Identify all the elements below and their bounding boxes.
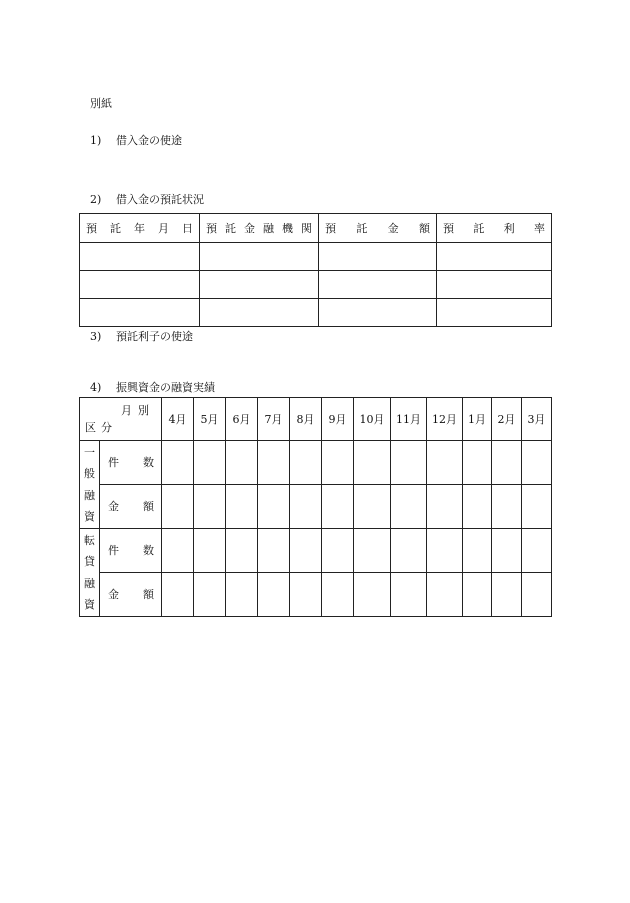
table-cell[interactable] <box>162 529 194 573</box>
table-cell[interactable] <box>290 485 322 529</box>
table-cell[interactable] <box>194 485 226 529</box>
deposit-header-amount <box>319 222 436 235</box>
table-cell[interactable] <box>80 243 200 271</box>
deposit-status-table <box>79 213 552 327</box>
section-2-number: 2) <box>90 193 102 206</box>
table-cell[interactable] <box>354 485 391 529</box>
month-header: 8月 <box>290 398 322 441</box>
label-char: 機 <box>282 221 293 235</box>
table-cell[interactable] <box>322 529 354 573</box>
month-header: 4月 <box>162 398 194 441</box>
label-char: 金 <box>108 588 119 601</box>
month-header: 10月 <box>354 398 391 441</box>
label-char: 託 <box>356 221 368 235</box>
table-cell[interactable] <box>226 529 258 573</box>
table-cell[interactable] <box>427 529 463 573</box>
table-cell[interactable] <box>258 573 290 617</box>
table-row <box>80 441 552 485</box>
table-cell[interactable] <box>492 573 522 617</box>
label-char: 額 <box>143 500 154 513</box>
table-cell[interactable] <box>437 243 552 271</box>
table-cell[interactable] <box>162 485 194 529</box>
table-row <box>80 573 552 617</box>
section-4-heading <box>90 381 215 395</box>
label-char: 日 <box>182 221 193 235</box>
item-cell <box>100 485 162 529</box>
table-cell[interactable] <box>322 441 354 485</box>
item-count-label <box>100 456 154 469</box>
table-cell[interactable] <box>492 485 522 529</box>
item-cell <box>100 441 162 485</box>
table-cell[interactable] <box>319 271 437 299</box>
item-cell <box>100 529 162 573</box>
table-cell[interactable] <box>194 441 226 485</box>
corner-bottom-label: 区分 <box>85 421 117 434</box>
table-cell[interactable] <box>258 485 290 529</box>
section-1-heading <box>90 134 182 148</box>
loan-results-table <box>79 397 552 617</box>
table-cell[interactable] <box>463 573 492 617</box>
item-count-label <box>100 544 154 557</box>
category-general-label <box>80 446 99 524</box>
table-cell[interactable] <box>354 441 391 485</box>
label-char: 金 <box>387 221 399 235</box>
label-char: 融 <box>84 488 95 502</box>
table-cell[interactable] <box>522 573 552 617</box>
table-cell[interactable] <box>290 573 322 617</box>
category-subloan-cell <box>80 529 100 617</box>
table-cell[interactable] <box>200 243 319 271</box>
label-char: 数 <box>143 456 154 469</box>
table-cell[interactable] <box>194 529 226 573</box>
month-header: 1月 <box>463 398 492 441</box>
deposit-header-cell <box>437 214 552 243</box>
month-header: 5月 <box>194 398 226 441</box>
table-row <box>80 529 552 573</box>
label-char: 関 <box>301 221 312 235</box>
table-cell[interactable] <box>463 485 492 529</box>
table-cell[interactable] <box>290 441 322 485</box>
item-amount-label <box>100 588 154 601</box>
table-cell[interactable] <box>522 529 552 573</box>
label-char: 年 <box>134 221 145 235</box>
table-cell[interactable] <box>522 485 552 529</box>
table-cell[interactable] <box>162 441 194 485</box>
month-header: 12月 <box>427 398 463 441</box>
section-2-label: 借入金の預託状況 <box>116 193 204 206</box>
table-cell[interactable] <box>391 529 427 573</box>
table-cell[interactable] <box>258 529 290 573</box>
table-cell[interactable] <box>391 485 427 529</box>
deposit-header-cell <box>80 214 200 243</box>
label-char: 月 <box>158 221 169 235</box>
label-char: 託 <box>110 221 121 235</box>
corner-top-label: 月別 <box>121 404 155 417</box>
corner-header-cell <box>80 398 162 441</box>
table-cell[interactable] <box>258 441 290 485</box>
deposit-header-row <box>80 214 552 243</box>
label-char: 託 <box>225 221 236 235</box>
table-cell[interactable] <box>322 485 354 529</box>
table-cell[interactable] <box>522 441 552 485</box>
label-char: 金 <box>108 500 119 513</box>
section-3-number: 3) <box>90 330 102 343</box>
label-char: 託 <box>473 221 485 235</box>
table-cell[interactable] <box>226 485 258 529</box>
label-char: 利 <box>503 221 515 235</box>
table-cell[interactable] <box>162 573 194 617</box>
label-char: 預 <box>325 221 336 235</box>
table-cell[interactable] <box>437 271 552 299</box>
table-cell[interactable] <box>391 573 427 617</box>
section-3-label: 預託利子の使途 <box>116 330 193 343</box>
month-header: 3月 <box>522 398 552 441</box>
table-cell[interactable] <box>200 271 319 299</box>
deposit-header-rate <box>437 222 551 235</box>
label-char: 一 <box>84 445 95 459</box>
table-cell[interactable] <box>437 299 552 327</box>
table-cell[interactable] <box>319 299 437 327</box>
table-cell[interactable] <box>322 573 354 617</box>
label-char: 数 <box>143 544 154 557</box>
section-1-number: 1) <box>90 134 102 147</box>
label-char: 般 <box>84 467 95 481</box>
table-cell[interactable] <box>354 573 391 617</box>
table-cell[interactable] <box>427 573 463 617</box>
item-cell <box>100 573 162 617</box>
table-cell[interactable] <box>226 573 258 617</box>
section-4-number: 4) <box>90 381 102 394</box>
label-char: 件 <box>108 456 119 469</box>
table-cell[interactable] <box>492 529 522 573</box>
category-general-cell <box>80 441 100 529</box>
category-subloan-label <box>80 534 99 612</box>
label-char: 率 <box>533 221 545 235</box>
table-cell[interactable] <box>200 299 319 327</box>
table-cell[interactable] <box>319 243 437 271</box>
section-4-label: 振興資金の融資実績 <box>116 381 215 394</box>
section-2-heading <box>90 193 204 207</box>
page-title: 別紙 <box>90 97 112 110</box>
table-cell[interactable] <box>427 441 463 485</box>
deposit-header-date <box>80 222 199 235</box>
deposit-header-cell <box>200 214 319 243</box>
month-header: 2月 <box>492 398 522 441</box>
label-char: 件 <box>108 544 119 557</box>
table-cell[interactable] <box>80 271 200 299</box>
label-char: 資 <box>84 510 95 524</box>
section-1-label: 借入金の使途 <box>116 134 182 147</box>
table-cell[interactable] <box>492 441 522 485</box>
table-cell[interactable] <box>290 529 322 573</box>
label-char: 資 <box>84 598 95 612</box>
item-amount-label <box>100 500 154 513</box>
table-row <box>80 243 552 271</box>
label-char: 融 <box>263 221 274 235</box>
deposit-header-bank <box>200 222 318 235</box>
deposit-header-cell <box>319 214 437 243</box>
table-cell[interactable] <box>226 441 258 485</box>
label-char: 預 <box>206 221 217 235</box>
label-char: 金 <box>244 221 255 235</box>
table-cell[interactable] <box>463 441 492 485</box>
table-cell[interactable] <box>194 573 226 617</box>
label-char: 貸 <box>84 555 95 569</box>
table-cell[interactable] <box>80 299 200 327</box>
table-cell[interactable] <box>391 441 427 485</box>
label-char: 額 <box>418 221 430 235</box>
month-header: 7月 <box>258 398 290 441</box>
label-char: 転 <box>84 533 95 547</box>
table-row <box>80 485 552 529</box>
label-char: 預 <box>443 221 454 235</box>
label-char: 預 <box>86 221 97 235</box>
table-cell[interactable] <box>463 529 492 573</box>
label-char: 額 <box>143 588 154 601</box>
section-3-heading <box>90 330 193 344</box>
label-char: 融 <box>84 576 95 590</box>
month-header: 9月 <box>322 398 354 441</box>
loan-header-row <box>80 398 552 441</box>
table-cell[interactable] <box>354 529 391 573</box>
table-row <box>80 271 552 299</box>
table-row <box>80 299 552 327</box>
table-cell[interactable] <box>427 485 463 529</box>
month-header: 6月 <box>226 398 258 441</box>
month-header: 11月 <box>391 398 427 441</box>
